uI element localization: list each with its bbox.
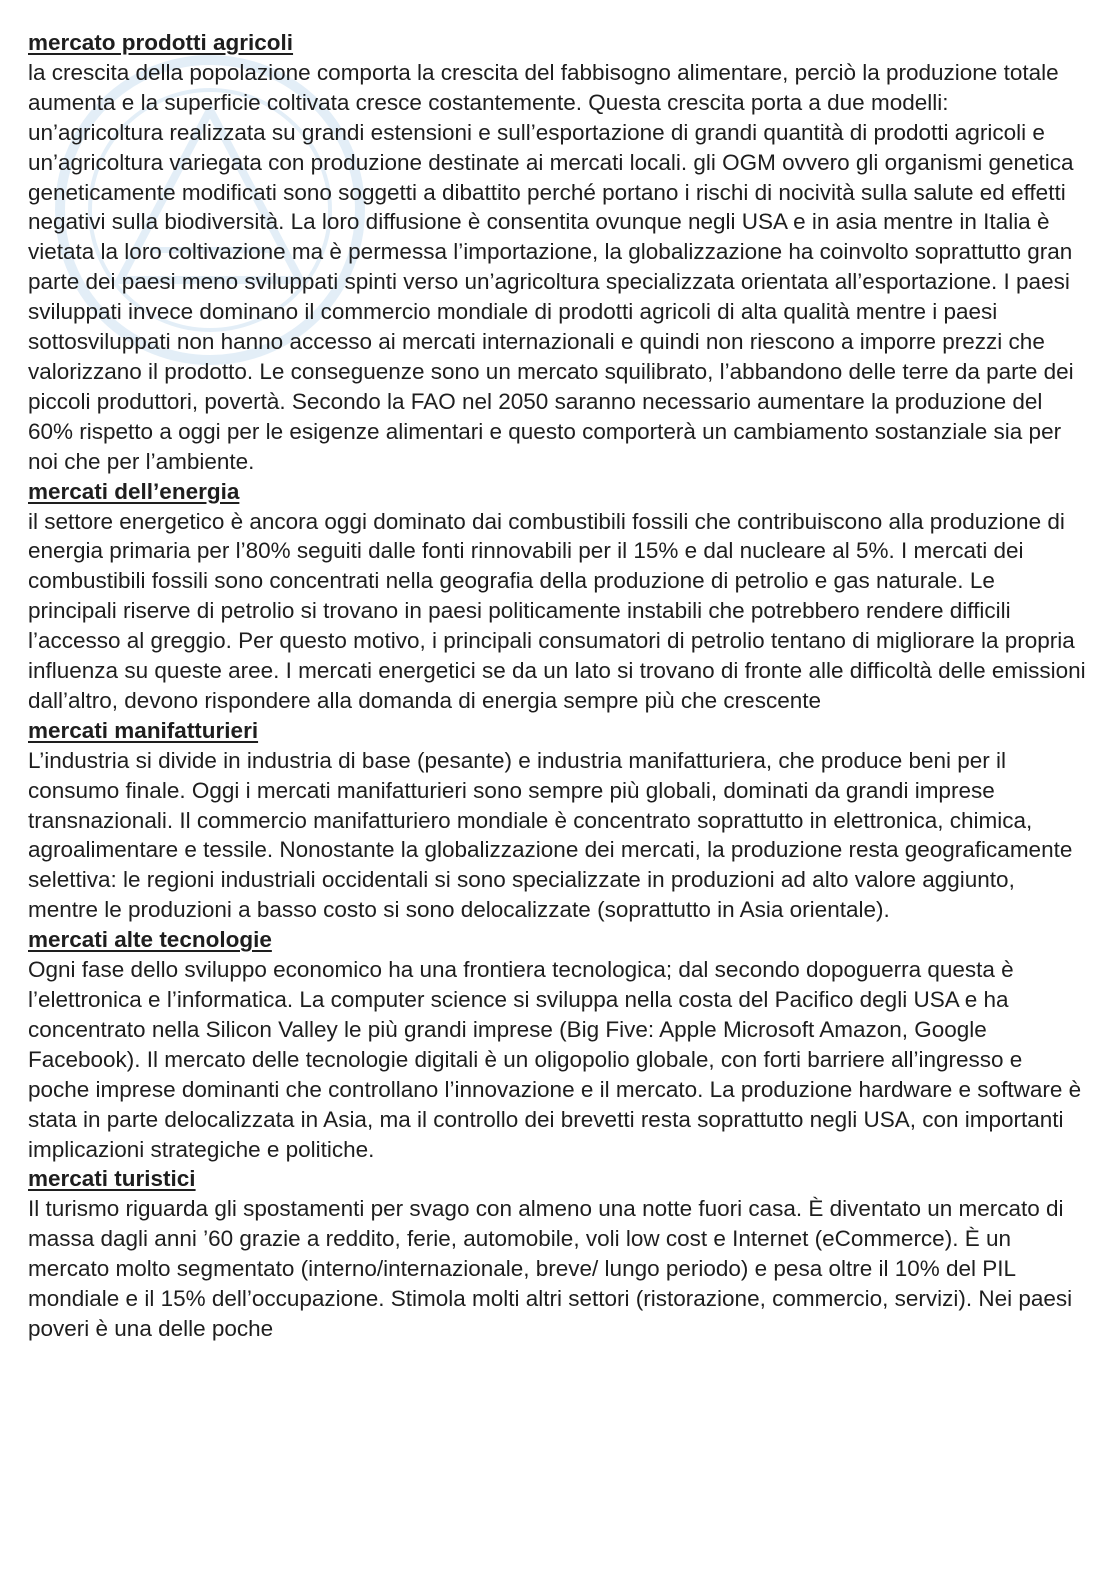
section-agricoltura [28,28,1088,477]
section-body: Ogni fase dello sviluppo economico ha una frontiera tecnologica; dal secondo dopoguerra questa è l’elettronica e l’informatica. La computer science si sviluppa nella costa del Pacifico degli USA e ha concentrato nella Silicon Valley le più grandi imprese (Big Five: Apple Microsoft Amazon, Google Facebook). Il mercato delle tecnologie digitali è un oligopolio globale, con forti barriere all’ingresso e poche imprese dominanti che controllano l’innovazione e il mercato. La produzione hardware e software è stata in parte delocalizzata in Asia, ma il controllo dei brevetti resta soprattutto negli USA, con importanti implicazioni strategiche e politiche. [28,957,1082,1162]
section-turistici [28,1164,1088,1343]
section-body: il settore energetico è ancora oggi dominato dai combustibili fossili che contribuiscono alla produzione di energia primaria per l’80% seguiti dalle fonti rinnovabili per il 15% e dal nucleare al 5%. I mercati dei combustibili fossili sono concentrati nella geografia della produzione di petrolio e gas naturale. Le principali riserve di petrolio si trovano in paesi politicamente instabili che potrebbero rendere difficili l’accesso al greggio. Per questo motivo, i principali consumatori di petrolio tentano di migliorare la propria influenza su queste aree. I mercati energetici se da un lato si trovano di fronte alle difficoltà delle emissioni dall’altro, devono rispondere alla domanda di energia sempre più che crescente [28,508,1086,713]
section-title: mercato prodotti agricoli [28,30,294,55]
document-page [28,28,1088,1344]
section-body: la crescita della popolazione comporta la crescita del fabbisogno alimentare, perciò la produzione totale aumenta e la superficie coltivata cresce costantemente. Questa crescita porta a due modelli: un’agricoltura realizzata su grandi estensioni e sull’esportazione di grandi quantità di prodotti agricoli e un’agricoltura variegata con produzione destinate ai mercati locali. gli OGM ovvero gli organismi genetica geneticamente modificati sono soggetti a dibattito perché portano i rischi di nocività sulla salute ed effetti negativi sulla biodiversità. La loro diffusione è consentita ovunque negli USA e in asia mentre in Italia è vietata la loro coltivazione ma è permessa l’importazione, la globalizzazione ha coinvolto soprattutto gran parte dei paesi meno sviluppati spinti verso un’agricoltura specializzata orientata all’esportazione. I paesi sviluppati invece dominano il commercio mondiale di prodotti agricoli di alta qualità mentre i paesi sottosviluppati non hanno accesso ai mercati internazionali e quindi non riescono a imporre prezzi che valorizzano il prodotto. Le conseguenze sono un mercato squilibrato, l’abbandono delle terre da parte dei piccoli produttori, povertà. Secondo la FAO nel 2050 saranno necessario aumentare la produzione del 60% rispetto a oggi per le esigenze alimentari e questo comporterà un cambiamento sostanziale sia per noi che per l’ambiente. [28,59,1074,474]
section-alte-tecnologie [28,925,1088,1164]
section-title: mercati dell’energia [28,478,240,504]
section-body: L’industria si divide in industria di base (pesante) e industria manifatturiera, che produce beni per il consumo finale. Oggi i mercati manifatturieri sono sempre più globali, dominati da grandi imprese transnazionali. Il commercio manifatturiero mondiale è concentrato soprattutto in elettronica, chimica, agroalimentare e tessile. Nonostante la globalizzazione dei mercati, la produzione resta geograficamente selettiva: le regioni industriali occidentali si sono specializzate in produzioni ad alto valore aggiunto, mentre le produzioni a basso costo si sono delocalizzate (soprattutto in Asia orientale). [28,747,1073,923]
section-title: mercati manifatturieri [28,717,259,743]
section-title: mercati turistici [28,1166,196,1192]
section-energia [28,477,1088,716]
section-body: Il turismo riguarda gli spostamenti per svago con almeno una notte fuori casa. È diventato un mercato di massa dagli anni ’60 grazie a reddito, ferie, automobile, voli low cost e Internet (eCommerce). È un mercato molto segmentato (interno/internazionale, breve/ lungo periodo) e pesa oltre il 10% del PIL mondiale e il 15% dell’occupazione. Stimola molti altri settori (ristorazione, commercio, servizi). Nei paesi poveri è una delle poche [28,1196,1073,1341]
section-title: mercati alte tecnologie [28,927,272,953]
section-manifatturieri [28,716,1088,925]
